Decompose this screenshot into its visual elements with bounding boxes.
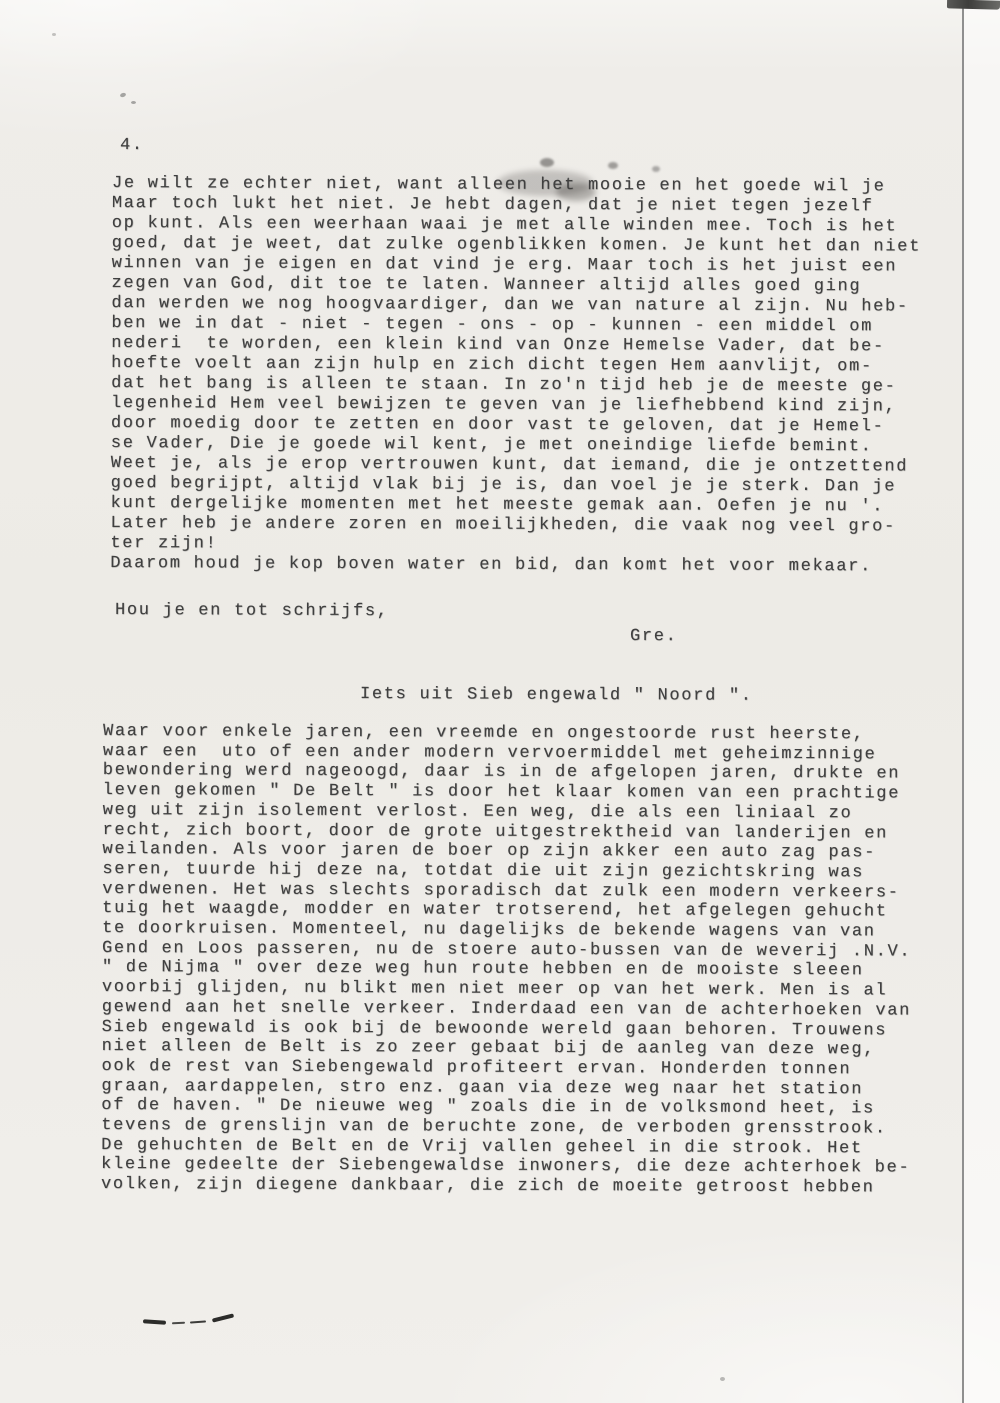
pen-dash-mark bbox=[172, 1322, 185, 1325]
text-line: volken, zijn diegene dankbaar, die zich de moeite getroost hebben bbox=[100, 1175, 875, 1198]
text-line: of de haven. " De nieuwe weg " zoals die in de volksmond heet, is bbox=[101, 1096, 875, 1119]
text-line: recht, zich boort, door de grote uitgestrektheid van landerijen en bbox=[102, 820, 889, 843]
text-line: Daarom houd je kop boven water en bid, dan komt het voor mekaar. bbox=[110, 553, 873, 577]
letter-closing: Hou je en tot schrijfs, bbox=[114, 601, 389, 622]
text-line: bewondering werd nageoogd, daar is in de afgelopen jaren, drukte en bbox=[102, 761, 901, 784]
text-line: ter zijn! bbox=[110, 533, 218, 554]
text-line: door moedig door te zetten en door vast te geloven, dat je Hemel- bbox=[110, 413, 885, 437]
ink-smudge bbox=[652, 166, 660, 172]
text-line: weilanden. Als voor jaren de boer op zijn akker een auto zag pas- bbox=[102, 840, 877, 863]
text-line: tuig het waagde, modder en water trotserend, het afgelegen gehucht bbox=[102, 899, 888, 922]
text-line: voorbij glijden, nu blikt men niet meer op van het werk. Men is al bbox=[101, 978, 888, 1001]
text-line: weg uit zijn isolement verlost. Een weg, die als een liniaal zo bbox=[102, 800, 853, 824]
text-line: kunt dergelijke momenten met het meeste gemak aan. Oefen je nu '. bbox=[110, 493, 885, 517]
text-line: dan werden we nog hoogvaardiger, dan we van nature al zijn. Nu heb- bbox=[111, 293, 909, 317]
text-line: tevens de grenslijn van de beruchte zone, de verboden grensstrook. bbox=[101, 1116, 887, 1139]
letter-signature: Gre. bbox=[629, 627, 678, 647]
text-line: Maar toch lukt het niet. Je hebt dagen, dat je niet tegen jezelf bbox=[111, 193, 874, 217]
pen-dash-mark bbox=[212, 1313, 234, 1322]
text-line: seren, tuurde hij deze na, totdat die uit zijn gezichtskring was bbox=[102, 859, 865, 883]
text-line: winnen van je eigen en dat vind je erg. Maar toch is het juist een bbox=[111, 253, 898, 277]
article-body bbox=[101, 722, 983, 1199]
text-line: niet alleen de Belt is zo zeer gebaat bij de aanleg van deze weg, bbox=[101, 1037, 876, 1060]
page-number: 4. bbox=[119, 136, 144, 156]
paper-speck bbox=[119, 92, 126, 98]
text-line: Later heb je andere zoren en moeilijkheden, die vaak nog veel gro- bbox=[110, 513, 897, 537]
ink-smudge bbox=[608, 162, 618, 169]
text-line: goed begrijpt, altijd vlak bij je is, dan voel je je sterk. Dan je bbox=[110, 473, 897, 497]
text-line: goed, dat je weet, dat zulke ogenblikken komen. Je kunt het dan niet bbox=[111, 233, 922, 257]
text-line: Sieb engewald is ook bij de bewoonde wereld gaan behoren. Trouwens bbox=[101, 1017, 888, 1040]
paper-speck bbox=[52, 33, 56, 36]
text-line: graan, aardappelen, stro enz. gaan via deze weg naar het station bbox=[101, 1076, 864, 1099]
text-line: waar een uto of een ander modern vervoermiddel met geheimzinnige bbox=[102, 741, 877, 765]
text-line: Weet je, als je erop vertrouwen kunt, dat iemand, die je ontzettend bbox=[110, 453, 909, 477]
paper-speck bbox=[131, 101, 136, 104]
text-line: nederi te worden, een klein kind van Onze Hemelse Vader, dat be- bbox=[111, 333, 885, 357]
text-line: Je wilt ze echter niet, want alleen het mooie en het goede wil je bbox=[111, 174, 886, 197]
pen-dash-mark bbox=[190, 1320, 206, 1323]
text-line: Gend en Loos passeren, nu de stoere auto-bussen van de weverij .N.V. bbox=[101, 938, 912, 962]
text-line: gewend aan het snelle verkeer. Inderdaad een van de achterhoeken van bbox=[101, 997, 912, 1021]
text-line: " de Nijma " over deze weg hun route hebben en de mooiste sleeen bbox=[101, 958, 864, 981]
text-line: zegen van God, dit toe te laten. Wanneer altijd alles goed ging bbox=[111, 273, 862, 297]
text-line: De gehuchten de Belt en de Vrij vallen geheel in die strook. Het bbox=[101, 1135, 863, 1159]
text-line: ook de rest van Siebengewald profiteert ervan. Honderden tonnen bbox=[101, 1056, 852, 1080]
text-line: te doorkruisen. Momenteel, nu dagelijks de bekende wagens van van bbox=[102, 919, 876, 942]
text-line: Waar voor enkele jaren, een vreemde en ongestoorde rust heerste, bbox=[102, 722, 865, 745]
text-line: leven gekomen " De Belt " is door het klaar komen van een prachtige bbox=[102, 781, 901, 804]
text-line: hoefte voelt aan zijn hulp en zich dicht tegen Hem aanvlijt, om- bbox=[111, 353, 873, 377]
pen-dash-mark bbox=[143, 1319, 166, 1325]
text-line: legenheid Hem veel bewijzen te geven van je liefhebbend kind zijn, bbox=[110, 393, 897, 417]
text-line: kleine gedeelte der Siebengewaldse inwoners, die deze achterhoek be- bbox=[101, 1155, 911, 1178]
paper-speck bbox=[720, 1377, 725, 1381]
text-line: se Vader, Die je goede wil kent, je met oneindige liefde bemint. bbox=[110, 433, 873, 457]
article-heading: Iets uit Sieb engewald " Noord ". bbox=[359, 685, 753, 706]
ink-smudge bbox=[540, 158, 554, 167]
text-line: op kunt. Als een weerhaan waai je met alle winden mee. Toch is het bbox=[111, 213, 898, 237]
text-line: ben we in dat - niet - tegen - ons - op - kunnen - een middel om bbox=[111, 313, 874, 337]
text-line: verdwenen. Het was slechts sporadisch dat zulk een modern verkeers- bbox=[102, 879, 900, 903]
letter-body bbox=[110, 174, 972, 578]
text-line: dat het bang is alleen te staan. In zo'n tijd heb je de meeste ge- bbox=[111, 373, 897, 397]
scanner-corner-mark bbox=[947, 0, 1000, 10]
